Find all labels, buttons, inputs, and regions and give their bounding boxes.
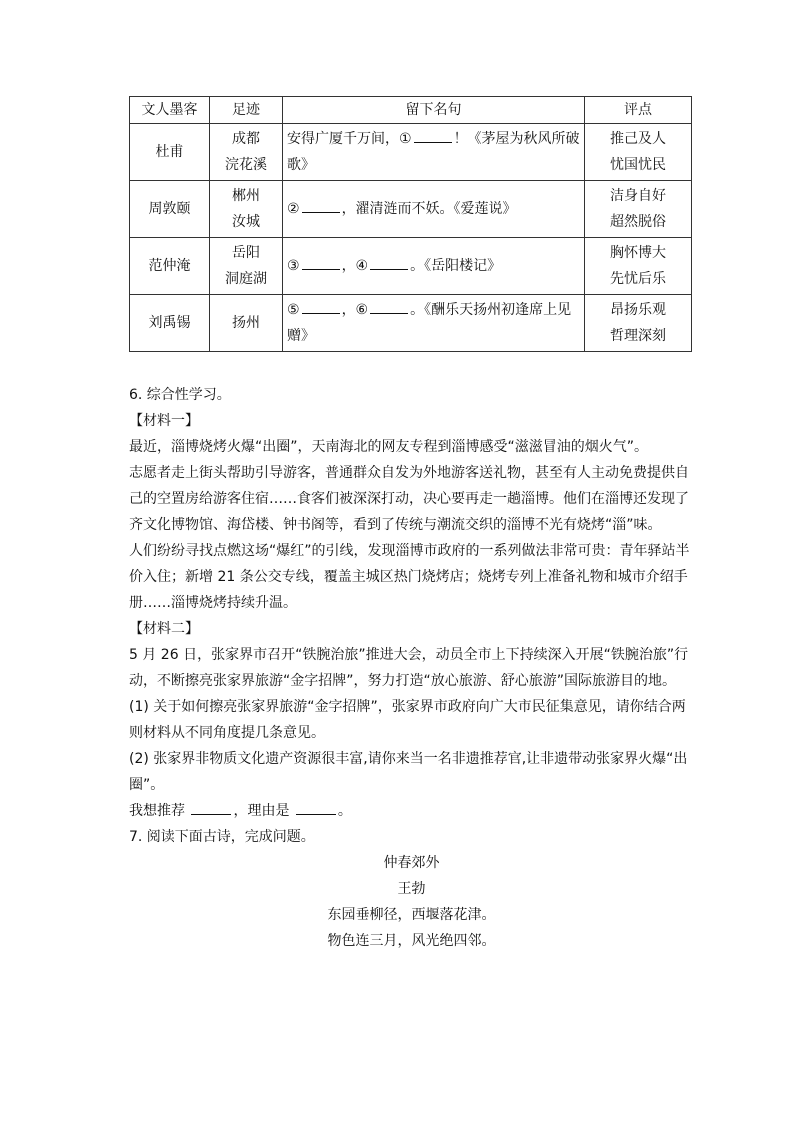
sub-question-1: (1) 关于如何擦亮张家界旅游“金字招牌”，张家界市政府向广大市民征集意见，请你结合两则材料从不同角度提几条意见。 xyxy=(129,699,686,741)
comment-cell: 推己及人 忧国忧民 xyxy=(585,124,692,181)
answer-blank[interactable] xyxy=(370,255,408,270)
header-comment: 评点 xyxy=(585,97,692,124)
poem-line: 东园垂柳径，西堰落花津。 xyxy=(327,907,496,923)
comment-cell: 洁身自好 超然脱俗 xyxy=(585,181,692,238)
table-row xyxy=(130,295,692,352)
verse-cell: ⑤ ，⑥ 。《酬乐天扬州初逢席上见赠》 xyxy=(283,295,585,352)
place-cell: 扬州 xyxy=(210,295,283,352)
material-2-label: 【材料二】 xyxy=(129,621,199,637)
question-7-title: 7. 阅读下面古诗，完成问题。 xyxy=(129,829,315,845)
verse-cell: ② ，濯清涟而不妖。《爱莲说》 xyxy=(283,181,585,238)
header-verse: 留下名句 xyxy=(283,97,585,124)
answer-blank[interactable] xyxy=(302,255,340,270)
material-1-paragraph: 人们纷纷寻找点燃这场“爆红”的引线，发现淄博市政府的一系列做法非常可贵：青年驿站半价入住；新增 21 条公交专线，覆盖主城区热门烧烤店；烧烤专列上准备礼物和城市介绍手册……淄博烧烤持续升温。 xyxy=(129,543,690,611)
recommend-line: 我想推荐 ，理由是 。 xyxy=(129,798,694,824)
table-row xyxy=(130,181,692,238)
material-1-label: 【材料一】 xyxy=(129,413,199,429)
answer-blank[interactable] xyxy=(414,128,452,143)
place-cell: 岳阳 洞庭湖 xyxy=(210,238,283,295)
comment-cell: 昂扬乐观 哲理深刻 xyxy=(585,295,692,352)
table-row xyxy=(130,238,692,295)
poem-title: 仲春郊外 xyxy=(383,855,440,871)
verse-cell: ③ ，④ 。《岳阳楼记》 xyxy=(283,238,585,295)
material-2-paragraph: 5 月 26 日，张家界市召开“铁腕治旅”推进大会，动员全市上下持续深入开展“铁腕治旅”行动，不断擦亮张家界旅游“金字招牌”，努力打造“放心旅游、舒心旅游”国际旅游目的地。 xyxy=(129,647,689,689)
person-cell: 刘禹锡 xyxy=(130,295,210,352)
material-1-paragraph: 最近，淄博烧烤火爆“出圈”，天南海北的网友专程到淄博感受“滋滋冒油的烟火气”。 xyxy=(129,439,649,455)
poem xyxy=(129,850,694,954)
person-cell: 周敦颐 xyxy=(130,181,210,238)
question-6-title: 6. 综合性学习。 xyxy=(129,387,231,403)
comment-cell: 胸怀博大 先忧后乐 xyxy=(585,238,692,295)
header-place: 足迹 xyxy=(210,97,283,124)
answer-blank[interactable] xyxy=(302,198,340,213)
table-row xyxy=(130,124,692,181)
table-header-row xyxy=(130,97,692,124)
verse-cell: 安得广厦千万间，① ！《茅屋为秋风所破歌》 xyxy=(283,124,585,181)
poem-line: 物色连三月，风光绝四邻。 xyxy=(327,933,496,949)
answer-blank[interactable] xyxy=(191,800,231,815)
literati-table xyxy=(129,96,692,352)
answer-blank[interactable] xyxy=(302,299,340,314)
answer-blank[interactable] xyxy=(370,299,408,314)
header-person: 文人墨客 xyxy=(130,97,210,124)
place-cell: 成都 浣花溪 xyxy=(210,124,283,181)
question-body xyxy=(129,382,694,954)
answer-blank[interactable] xyxy=(296,800,336,815)
person-cell: 范仲淹 xyxy=(130,238,210,295)
poem-author: 王勃 xyxy=(397,881,426,897)
material-1-paragraph: 志愿者走上街头帮助引导游客，普通群众自发为外地游客送礼物，甚至有人主动免费提供自己的空置房给游客住宿……食客们被深深打动，决心要再走一趟淄博。他们在淄博还发现了齐文化博物馆、海岱楼、钟书阁等，看到了传统与潮流交织的淄博不光有烧烤“淄”味。 xyxy=(129,465,689,533)
place-cell: 郴州 汝城 xyxy=(210,181,283,238)
person-cell: 杜甫 xyxy=(130,124,210,181)
sub-question-2: (2) 张家界非物质文化遗产资源很丰富,请你来当一名非遗推荐官,让非遗带动张家界火爆“出圈”。 xyxy=(129,751,688,793)
